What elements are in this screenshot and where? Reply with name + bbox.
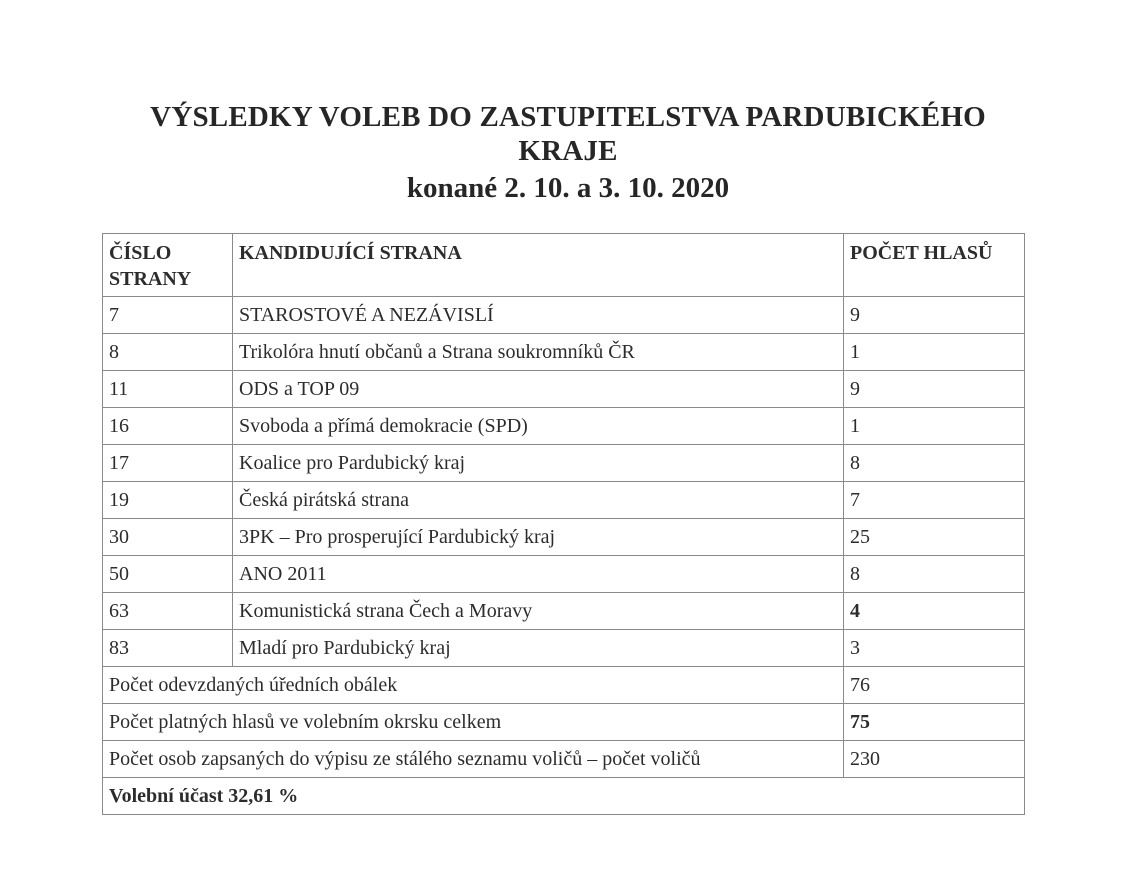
registered-label: Počet osob zapsaných do výpisu ze stálého seznamu voličů – počet voličů — [103, 741, 844, 778]
valid-votes-label: Počet platných hlasů ve volebním okrsku celkem — [103, 704, 844, 741]
party-name: STAROSTOVÉ A NEZÁVISLÍ — [233, 297, 844, 334]
vote-count: 8 — [844, 556, 1025, 593]
party-name: ODS a TOP 09 — [233, 371, 844, 408]
results-table — [102, 233, 1025, 815]
header-party-name: KANDIDUJÍCÍ STRANA — [233, 234, 844, 297]
party-number: 19 — [103, 482, 233, 519]
party-number: 17 — [103, 445, 233, 482]
party-name: Mladí pro Pardubický kraj — [233, 630, 844, 667]
party-number: 83 — [103, 630, 233, 667]
table-row — [103, 297, 1025, 334]
party-number: 8 — [103, 334, 233, 371]
vote-count: 1 — [844, 334, 1025, 371]
party-number: 30 — [103, 519, 233, 556]
vote-count: 4 — [844, 593, 1025, 630]
table-row — [103, 630, 1025, 667]
party-number: 63 — [103, 593, 233, 630]
party-number: 7 — [103, 297, 233, 334]
vote-count: 9 — [844, 371, 1025, 408]
table-row — [103, 408, 1025, 445]
party-name: Komunistická strana Čech a Moravy — [233, 593, 844, 630]
party-name: Česká pirátská strana — [233, 482, 844, 519]
table-row — [103, 445, 1025, 482]
table-row — [103, 593, 1025, 630]
header-row — [103, 234, 1025, 297]
envelopes-value: 76 — [844, 667, 1025, 704]
table-row — [103, 334, 1025, 371]
vote-count: 1 — [844, 408, 1025, 445]
summary-row-valid-votes — [103, 704, 1025, 741]
registered-value: 230 — [844, 741, 1025, 778]
party-name: Koalice pro Pardubický kraj — [233, 445, 844, 482]
party-name: 3PK – Pro prosperující Pardubický kraj — [233, 519, 844, 556]
header-vote-count: POČET HLASŮ — [844, 234, 1025, 297]
summary-row-turnout — [103, 778, 1025, 815]
table-row — [103, 519, 1025, 556]
envelopes-label: Počet odevzdaných úředních obálek — [103, 667, 844, 704]
vote-count: 3 — [844, 630, 1025, 667]
party-number: 16 — [103, 408, 233, 445]
valid-votes-value: 75 — [844, 704, 1025, 741]
document-title — [0, 100, 1136, 208]
table-row — [103, 482, 1025, 519]
turnout-label: Volební účast 32,61 % — [103, 778, 1025, 815]
title-line-2: KRAJE — [518, 135, 618, 167]
vote-count: 7 — [844, 482, 1025, 519]
vote-count: 9 — [844, 297, 1025, 334]
title-date-line: konané 2. 10. a 3. 10. 2020 — [406, 172, 730, 204]
title-line-1: VÝSLEDKY VOLEB DO ZASTUPITELSTVA PARDUBICKÉHO — [150, 101, 986, 133]
party-name: ANO 2011 — [233, 556, 844, 593]
table-row — [103, 371, 1025, 408]
summary-row-registered — [103, 741, 1025, 778]
party-name: Trikolóra hnutí občanů a Strana soukromníků ČR — [233, 334, 844, 371]
vote-count: 8 — [844, 445, 1025, 482]
header-party-number: ČÍSLO STRANY — [103, 234, 233, 297]
summary-row-envelopes — [103, 667, 1025, 704]
table-row — [103, 556, 1025, 593]
party-name: Svoboda a přímá demokracie (SPD) — [233, 408, 844, 445]
party-number: 50 — [103, 556, 233, 593]
vote-count: 25 — [844, 519, 1025, 556]
party-number: 11 — [103, 371, 233, 408]
